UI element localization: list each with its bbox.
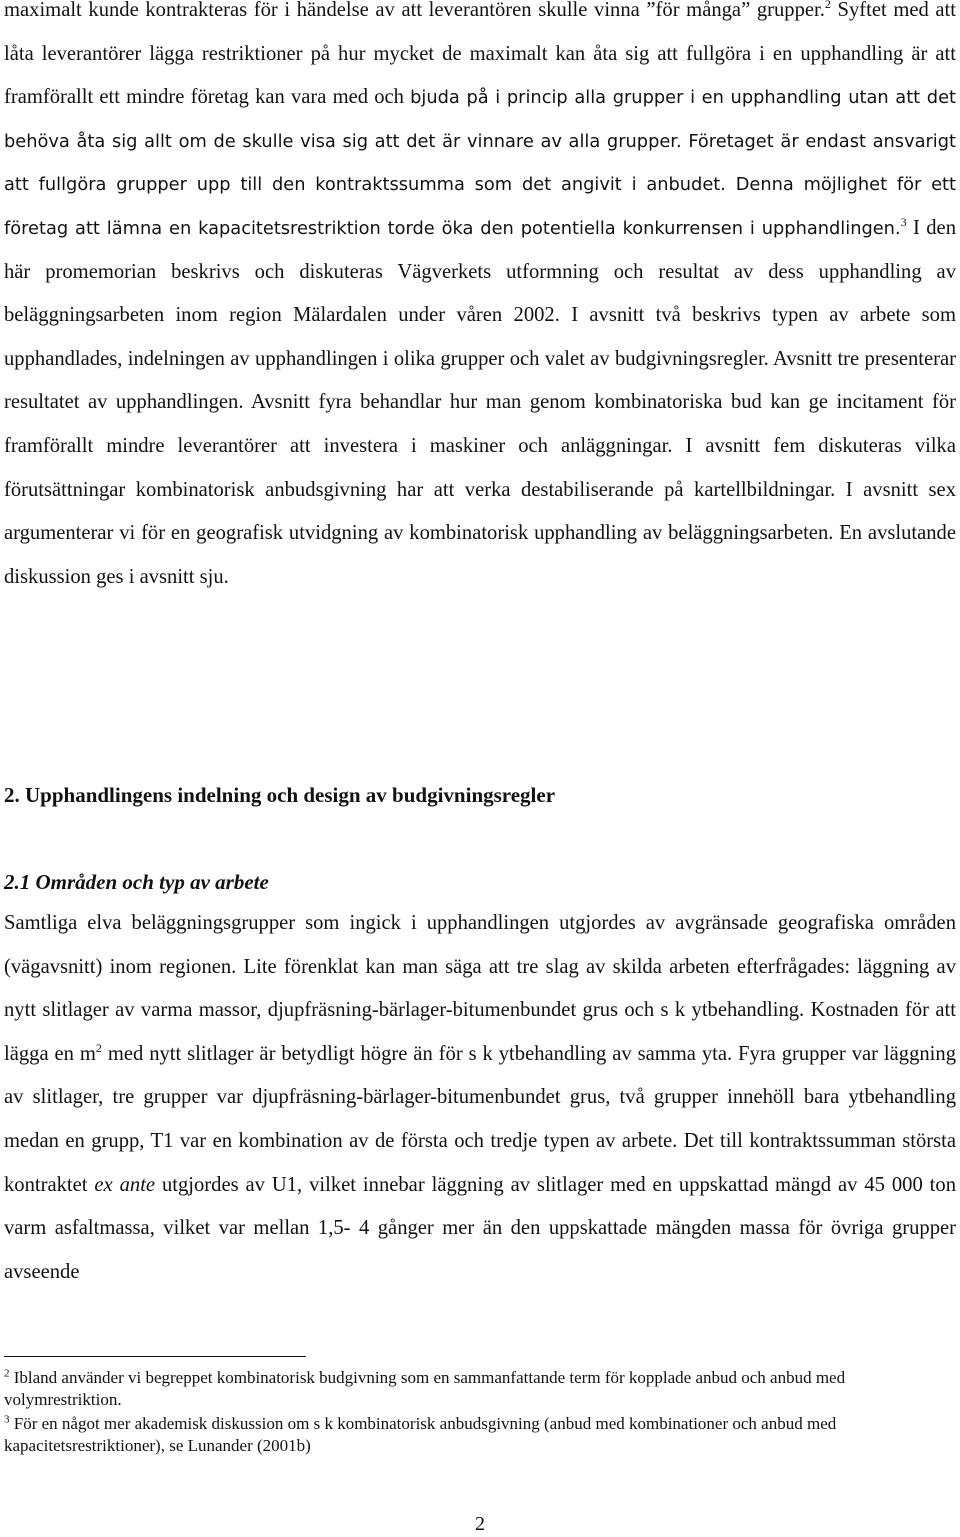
footnote xyxy=(4,1367,956,1411)
paragraph-text: I den här promemorian beskrivs och diskuteras Vägverkets utformning och resultat av dess upphandling av beläggningsarbeten inom region Mälardalen under våren 2002. I avsnitt två beskrivs typen av arbete som upphandlades, indelningen av upphandlingen i olika grupper och valet av budgivningsregler. Avsnitt tre presenterar resultatet av upphandlingen. Avsnitt fyra behandlar hur man genom kombinatoriska bud kan ge incitament för framförallt mindre leverantörer att investera i maskiner och anläggningar. I avsnitt fem diskuteras vilka förutsättningar kombinatorisk anbudsgivning har att verka destabiliserande på kartellbildningar. I avsnitt sex argumenterar vi för en geografisk utvidgning av kombinatorisk upphandling av beläggningsarbeten. En avslutande diskussion ges i avsnitt sju. xyxy=(4,216,956,588)
footnote-text: Ibland använder vi begreppet kombinatorisk budgivning som en sammanfattande term för kopplade anbud och anbud med volymrestriktion. xyxy=(4,1368,846,1409)
paragraph-text-alt-font: bjuda på i princip alla grupper i en upphandling utan att det behöva åta sig allt om de skulle visa sig att det är vinnare av alla grupper. Företaget är endast ansvarigt att fullgöra grupper upp till den kontraktssumma som det angivit i anbudet. Denna möjlighet för ett företag att lämna en kapacitetsrestriktion torde öka den potentiella konkurrensen i upphandlingen. xyxy=(4,87,957,239)
paragraph-text: maximalt kunde kontrakteras för i händelse av att leverantören skulle vinna ”för många” grupper. xyxy=(4,0,825,21)
section-heading: 2. Upphandlingens indelning och design av budgivningsregler xyxy=(4,783,556,807)
footnote-text: För en något mer akademisk diskussion om s k kombinatorisk anbudsgivning (anbud med kombinationer och anbud med kapacitetsrestriktioner), se Lunander (2001b) xyxy=(4,1414,837,1455)
footnote-reference: 3 xyxy=(900,215,907,230)
footnotes xyxy=(4,1367,956,1459)
paragraph-text: utgjordes av U1, vilket innebar läggning av slitlager med en uppskattad mängd av 45 000 ton varm asfaltmassa, vilket var mellan 1,5- 4 gånger mer än den uppskattade mängden massa för övriga grupper avseende xyxy=(4,1173,956,1283)
footnote-divider xyxy=(4,1356,306,1357)
superscript: 2 xyxy=(95,1040,102,1055)
subsection-heading: 2.1 Områden och typ av arbete xyxy=(4,870,269,894)
paragraph-text: Samtliga elva beläggningsgrupper som ingick i upphandlingen utgjordes av avgränsade geografiska områden (vägavsnitt) inom regionen. Lite förenklat kan man säga att tre slag av skilda arbeten efterfrågades: läggning av nytt slitlager av varma massor, djupfräsning-bärlager-bitumenbundet grus och s k ytbehandling. Kostnaden för att lägga en m xyxy=(4,912,956,1065)
body-paragraph xyxy=(4,902,956,1294)
footnote xyxy=(4,1413,956,1457)
paragraph-text: med nytt slitlager är betydligt högre än för s k ytbehandling av samma yta. Fyra grupper var läggning av slitlager, tre grupper var djupfräsning-bärlager-bitumenbundet grus, två grupper innehöll bara ytbehandling medan en grupp, T1 var en kombination av de första och tredje typen av arbete. Det till kontraktssumman största kontraktet xyxy=(4,1042,956,1196)
paragraph-text: Syftet med att låta leverantörer lägga restriktioner på hur mycket de maximalt kan åta sig att fullgöra i en upphandling är att framförallt ett mindre företag kan vara med och xyxy=(4,0,956,109)
footnote-number: 2 xyxy=(4,1367,10,1380)
footnote-number: 3 xyxy=(4,1413,10,1426)
body-paragraph xyxy=(4,0,956,599)
italic-term: ex ante xyxy=(94,1173,156,1196)
footnote-reference: 2 xyxy=(824,0,831,12)
page-number: 2 xyxy=(475,1513,485,1535)
